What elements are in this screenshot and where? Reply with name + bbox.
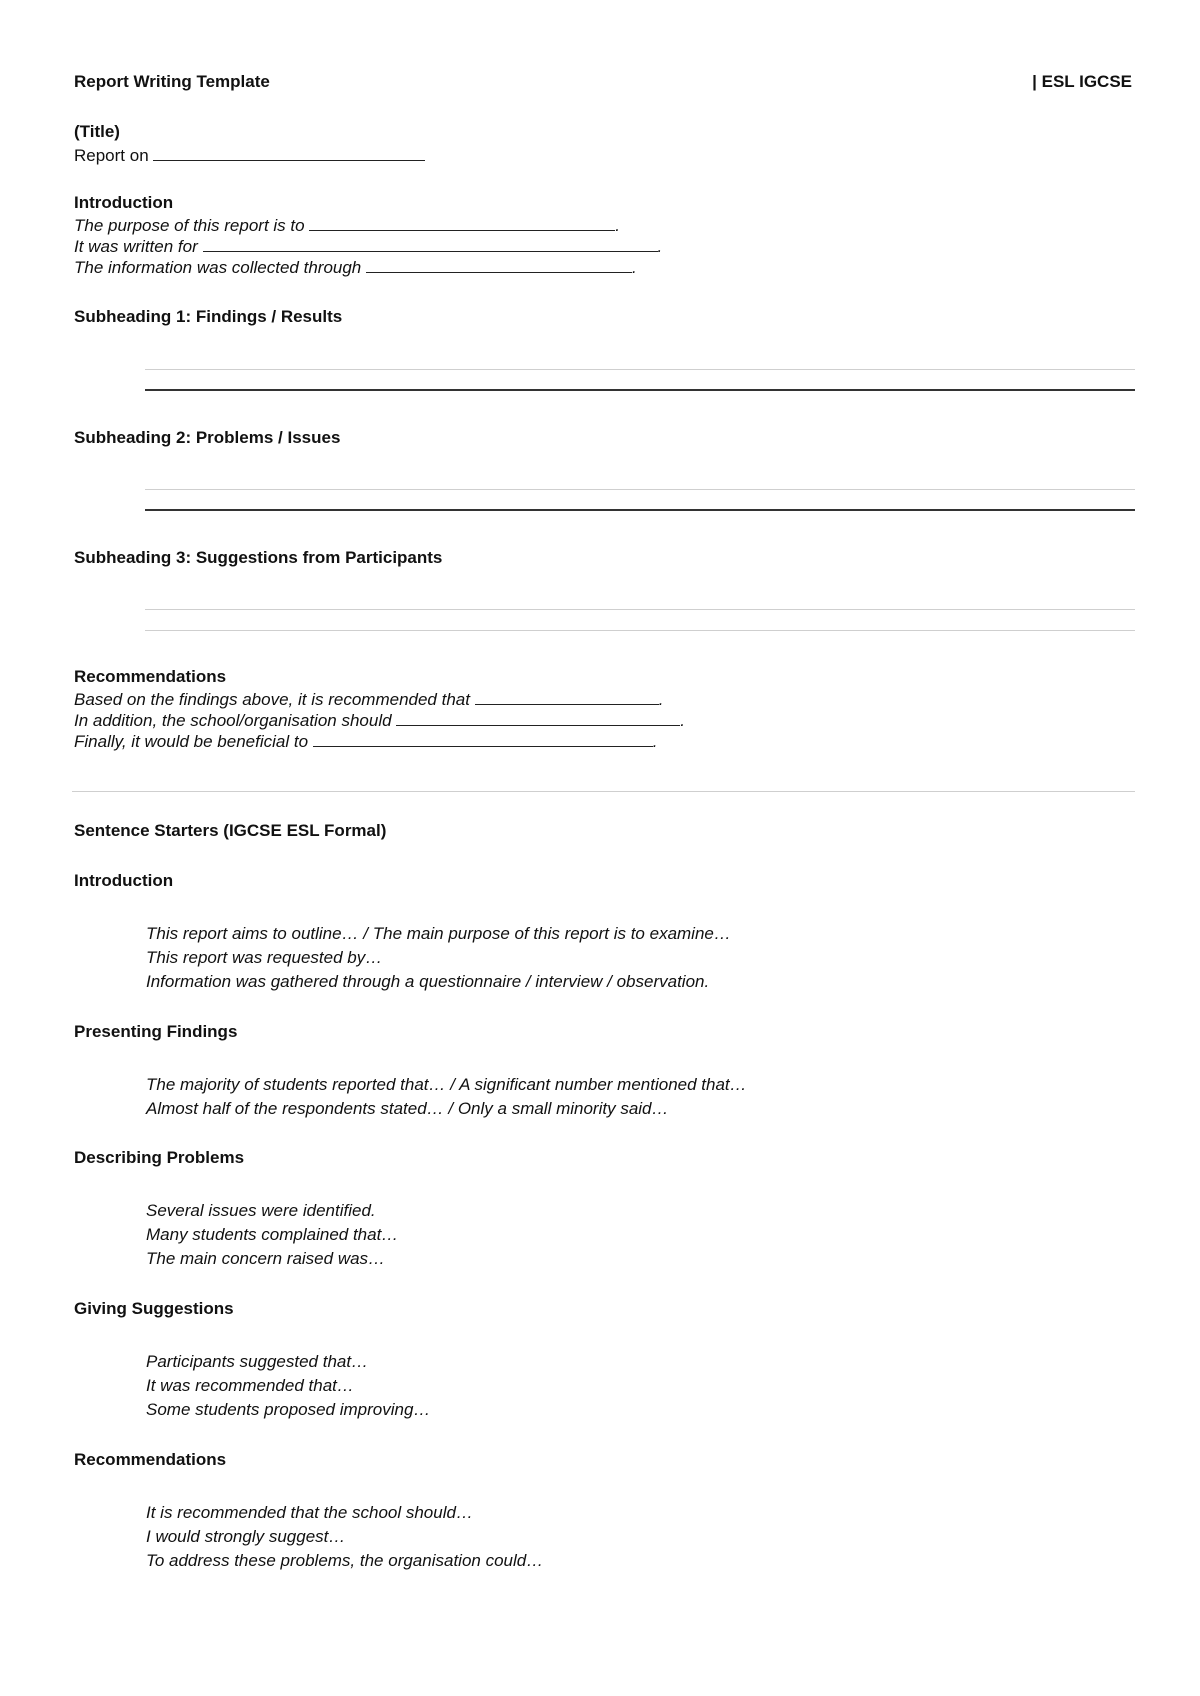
rec-blank-2[interactable]: [396, 710, 680, 726]
intro-line-2: It was written for .: [74, 237, 663, 256]
starters-introduction-heading: Introduction: [74, 871, 174, 890]
writing-line[interactable]: [145, 630, 1135, 631]
writing-line[interactable]: [145, 369, 1135, 370]
starters-suggestions-list: [146, 1350, 430, 1422]
writing-line[interactable]: [145, 389, 1135, 391]
writing-line[interactable]: [145, 509, 1135, 511]
writing-line[interactable]: [145, 609, 1135, 610]
list-item: It was recommended that…: [146, 1376, 354, 1395]
list-item: Participants suggested that…: [146, 1352, 369, 1371]
report-on-prefix: Report on: [74, 146, 149, 165]
introduction-heading: Introduction: [74, 193, 174, 212]
subheading-1: Subheading 1: Findings / Results: [74, 307, 343, 326]
starters-recommendations-list: [146, 1501, 543, 1573]
intro-blank-3[interactable]: [366, 257, 632, 273]
list-item: The majority of students reported that… / A significant number mentioned that…: [146, 1075, 747, 1094]
title-label: (Title): [74, 122, 120, 141]
writing-line[interactable]: [145, 489, 1135, 490]
list-item: Almost half of the respondents stated… / Only a small minority said…: [146, 1099, 669, 1118]
list-item: Information was gathered through a questionnaire / interview / observation.: [146, 972, 710, 991]
document-title: Report Writing Template: [74, 72, 270, 91]
list-item: The main concern raised was…: [146, 1249, 386, 1268]
subheading-3: Subheading 3: Suggestions from Participants: [74, 548, 443, 567]
list-item: To address these problems, the organisation could…: [146, 1551, 544, 1570]
rec-blank-1[interactable]: [475, 689, 659, 705]
intro-line-3: The information was collected through .: [74, 258, 637, 277]
starters-problems-list: [146, 1199, 398, 1271]
list-item: Some students proposed improving…: [146, 1400, 431, 1419]
recommendations-lines: [74, 689, 685, 752]
list-item: This report aims to outline… / The main purpose of this report is to examine…: [146, 924, 731, 943]
starters-introduction-list: [146, 922, 731, 994]
document-tag: | ESL IGCSE: [1032, 72, 1132, 91]
report-on-line: [74, 145, 425, 166]
starters-problems-heading: Describing Problems: [74, 1148, 245, 1167]
rec-line-1: Based on the findings above, it is recommended that .: [74, 690, 664, 709]
starters-title: Sentence Starters (IGCSE ESL Formal): [74, 821, 387, 840]
list-item: Many students complained that…: [146, 1225, 399, 1244]
section-divider: [72, 791, 1135, 792]
rec-line-3: Finally, it would be beneficial to .: [74, 732, 658, 751]
list-item: I would strongly suggest…: [146, 1527, 346, 1546]
report-on-blank[interactable]: [153, 145, 425, 161]
starters-suggestions-heading: Giving Suggestions: [74, 1299, 234, 1318]
rec-line-2: In addition, the school/organisation should .: [74, 711, 686, 730]
starters-findings-heading: Presenting Findings: [74, 1022, 238, 1041]
introduction-lines: [74, 215, 662, 278]
intro-line-1: The purpose of this report is to .: [74, 216, 621, 235]
recommendations-heading: Recommendations: [74, 667, 227, 686]
list-item: Several issues were identified.: [146, 1201, 376, 1220]
list-item: It is recommended that the school should…: [146, 1503, 473, 1522]
list-item: This report was requested by…: [146, 948, 383, 967]
rec-blank-3[interactable]: [313, 731, 653, 747]
intro-blank-2[interactable]: [203, 236, 658, 252]
intro-blank-1[interactable]: [309, 215, 615, 231]
starters-findings-list: [146, 1073, 747, 1121]
subheading-2: Subheading 2: Problems / Issues: [74, 428, 341, 447]
starters-recommendations-heading: Recommendations: [74, 1450, 227, 1469]
